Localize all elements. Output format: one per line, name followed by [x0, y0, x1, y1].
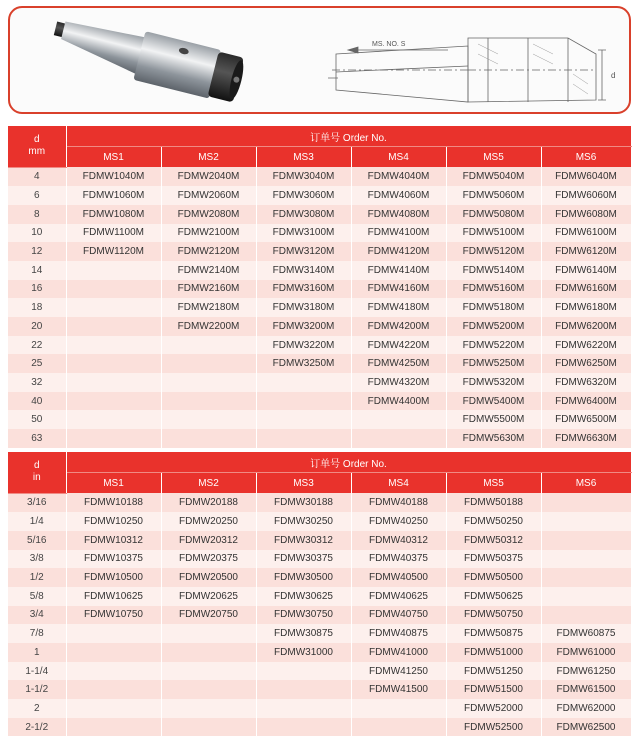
diameter-cell: 22 — [8, 336, 66, 355]
order-number-cell: FDMW10750 — [66, 606, 161, 625]
order-number-cell: FDMW3220M — [256, 336, 351, 355]
order-number-cell: FDMW6120M — [541, 242, 631, 261]
order-number-cell: FDMW50188 — [446, 493, 541, 512]
order-number-cell: FDMW52000 — [446, 699, 541, 718]
order-number-cell — [66, 662, 161, 681]
table-row — [8, 568, 631, 587]
order-number-cell: FDMW3200M — [256, 317, 351, 336]
order-number-cell: FDMW6320M — [541, 373, 631, 392]
order-number-cell: FDMW10375 — [66, 550, 161, 569]
order-number-cell — [161, 680, 256, 699]
order-number-cell: FDMW4100M — [351, 224, 446, 243]
order-number-cell: FDMW6250M — [541, 354, 631, 373]
table-row — [8, 354, 631, 373]
order-number-cell — [66, 317, 161, 336]
order-number-cell: FDMW5140M — [446, 261, 541, 280]
order-number-cell: FDMW20188 — [161, 493, 256, 512]
table-row — [8, 587, 631, 606]
order-number-cell: FDMW3140M — [256, 261, 351, 280]
table-row — [8, 205, 631, 224]
order-number-cell: FDMW1080M — [66, 205, 161, 224]
order-number-cell: FDMW40188 — [351, 493, 446, 512]
order-number-cell: FDMW50750 — [446, 606, 541, 625]
order-number-cell: FDMW5630M — [446, 429, 541, 448]
order-number-cell: FDMW6180M — [541, 298, 631, 317]
d-dimension-label: d — [611, 71, 616, 80]
order-number-cell: FDMW61000 — [541, 643, 631, 662]
order-number-cell — [66, 354, 161, 373]
order-number-cell: FDMW5060M — [446, 186, 541, 205]
order-number-cell: FDMW30188 — [256, 493, 351, 512]
diameter-cell: 14 — [8, 261, 66, 280]
order-number-cell — [256, 718, 351, 736]
order-number-cell: FDMW1060M — [66, 186, 161, 205]
order-number-cell: FDMW40625 — [351, 587, 446, 606]
column-header-ms6: MS6 — [541, 147, 631, 168]
order-number-cell: FDMW50500 — [446, 568, 541, 587]
table-row — [8, 624, 631, 643]
table-row — [8, 224, 631, 243]
order-number-cell: FDMW4320M — [351, 373, 446, 392]
order-number-cell: FDMW50625 — [446, 587, 541, 606]
order-number-cell: FDMW5200M — [446, 317, 541, 336]
order-number-cell: FDMW3100M — [256, 224, 351, 243]
order-number-cell — [161, 336, 256, 355]
order-number-cell: FDMW2040M — [161, 167, 256, 186]
order-number-cell: FDMW2100M — [161, 224, 256, 243]
order-number-cell: FDMW20312 — [161, 531, 256, 550]
diameter-cell: 12 — [8, 242, 66, 261]
order-number-cell: FDMW6200M — [541, 317, 631, 336]
order-number-cell: FDMW5400M — [446, 392, 541, 411]
column-header-ms4: MS4 — [351, 473, 446, 494]
order-number-cell: FDMW40250 — [351, 512, 446, 531]
table-row — [8, 699, 631, 718]
order-number-cell — [541, 512, 631, 531]
order-number-cell — [66, 429, 161, 448]
order-number-cell: FDMW6500M — [541, 410, 631, 429]
diameter-cell: 1/4 — [8, 512, 66, 531]
product-illustration-panel — [8, 6, 631, 114]
order-number-cell: FDMW10188 — [66, 493, 161, 512]
order-number-cell: FDMW51250 — [446, 662, 541, 681]
order-number-cell — [351, 718, 446, 736]
order-number-cell — [256, 680, 351, 699]
order-number-cell: FDMW3120M — [256, 242, 351, 261]
order-number-cell: FDMW2200M — [161, 317, 256, 336]
order-number-cell — [66, 699, 161, 718]
order-number-cell: FDMW61500 — [541, 680, 631, 699]
order-number-cell — [256, 699, 351, 718]
order-number-cell: FDMW30875 — [256, 624, 351, 643]
order-number-cell: FDMW2120M — [161, 242, 256, 261]
order-number-cell — [66, 392, 161, 411]
diameter-cell: 50 — [8, 410, 66, 429]
order-number-cell — [161, 354, 256, 373]
order-number-cell: FDMW6100M — [541, 224, 631, 243]
table-row — [8, 606, 631, 625]
diameter-cell: 1-1/2 — [8, 680, 66, 699]
order-number-cell: FDMW5500M — [446, 410, 541, 429]
order-number-cell: FDMW50375 — [446, 550, 541, 569]
order-number-cell — [66, 261, 161, 280]
order-number-cell — [161, 718, 256, 736]
order-number-cell: FDMW1120M — [66, 242, 161, 261]
order-number-cell: FDMW6400M — [541, 392, 631, 411]
diameter-cell: 10 — [8, 224, 66, 243]
table-row — [8, 680, 631, 699]
table-row — [8, 392, 631, 411]
column-header-ms1: MS1 — [66, 147, 161, 168]
order-number-cell — [66, 624, 161, 643]
diameter-cell: 2-1/2 — [8, 718, 66, 736]
table-row — [8, 242, 631, 261]
unit-label: mm — [28, 146, 46, 158]
order-number-cell: FDMW5250M — [446, 354, 541, 373]
order-number-cell: FDMW31000 — [256, 643, 351, 662]
table-row — [8, 662, 631, 681]
order-number-cell — [256, 429, 351, 448]
order-number-cell: FDMW2180M — [161, 298, 256, 317]
order-number-cell — [66, 410, 161, 429]
order-number-cell: FDMW3060M — [256, 186, 351, 205]
table-row — [8, 643, 631, 662]
table-row — [8, 410, 631, 429]
order-number-cell: FDMW6140M — [541, 261, 631, 280]
table-row — [8, 493, 631, 512]
d-label: d — [33, 134, 40, 146]
column-headers — [8, 147, 631, 168]
column-header-ms3: MS3 — [256, 147, 351, 168]
diameter-cell: 1/2 — [8, 568, 66, 587]
order-number-cell: FDMW10312 — [66, 531, 161, 550]
diameter-cell: 40 — [8, 392, 66, 411]
order-number-cell: FDMW1040M — [66, 167, 161, 186]
column-headers — [8, 473, 631, 494]
order-number-cell — [66, 336, 161, 355]
order-number-cell: FDMW6630M — [541, 429, 631, 448]
order-number-cell — [66, 373, 161, 392]
diameter-cell: 7/8 — [8, 624, 66, 643]
order-number-cell — [161, 392, 256, 411]
table-row — [8, 317, 631, 336]
order-number-cell: FDMW51500 — [446, 680, 541, 699]
table-row — [8, 512, 631, 531]
order-number-cell — [256, 410, 351, 429]
column-header-ms3: MS3 — [256, 473, 351, 494]
diameter-cell: 2 — [8, 699, 66, 718]
order-number-cell: FDMW30312 — [256, 531, 351, 550]
diameter-cell: 1 — [8, 643, 66, 662]
order-number-cell: FDMW6040M — [541, 167, 631, 186]
order-number-cell: FDMW41500 — [351, 680, 446, 699]
table-row — [8, 186, 631, 205]
order-number-cell: FDMW6220M — [541, 336, 631, 355]
order-number-cell: FDMW10500 — [66, 568, 161, 587]
order-number-cell: FDMW5120M — [446, 242, 541, 261]
column-header-ms1: MS1 — [66, 473, 161, 494]
order-number-cell: FDMW51000 — [446, 643, 541, 662]
order-number-cell: FDMW50250 — [446, 512, 541, 531]
table-row — [8, 531, 631, 550]
order-number-cell — [66, 280, 161, 299]
order-number-cell — [541, 606, 631, 625]
table-row — [8, 298, 631, 317]
diameter-cell: 3/8 — [8, 550, 66, 569]
order-number-cell — [66, 718, 161, 736]
table-row — [8, 373, 631, 392]
inch-order-table — [8, 452, 632, 736]
order-number-cell: FDMW60875 — [541, 624, 631, 643]
order-number-cell: FDMW5080M — [446, 205, 541, 224]
order-number-cell — [161, 410, 256, 429]
order-number-cell: FDMW3250M — [256, 354, 351, 373]
order-number-cell: FDMW40375 — [351, 550, 446, 569]
order-number-cell: FDMW4160M — [351, 280, 446, 299]
order-number-cell — [351, 410, 446, 429]
order-number-cell: FDMW5320M — [446, 373, 541, 392]
column-header-ms6: MS6 — [541, 473, 631, 494]
table-row — [8, 336, 631, 355]
order-number-cell: FDMW3080M — [256, 205, 351, 224]
order-number-cell — [541, 587, 631, 606]
order-number-cell: FDMW4400M — [351, 392, 446, 411]
ms-no-label: MS. NO. S — [372, 41, 406, 48]
order-number-cell: FDMW4120M — [351, 242, 446, 261]
order-number-cell: FDMW40500 — [351, 568, 446, 587]
order-number-cell: FDMW30500 — [256, 568, 351, 587]
column-header-ms5: MS5 — [446, 473, 541, 494]
order-number-cell: FDMW40750 — [351, 606, 446, 625]
diameter-cell: 18 — [8, 298, 66, 317]
order-number-cell — [351, 699, 446, 718]
column-header-ms2: MS2 — [161, 473, 256, 494]
table-row — [8, 261, 631, 280]
order-number-cell: FDMW4080M — [351, 205, 446, 224]
order-number-cell: FDMW30625 — [256, 587, 351, 606]
order-number-cell: FDMW2080M — [161, 205, 256, 224]
order-number-cell — [256, 373, 351, 392]
order-number-cell — [541, 568, 631, 587]
order-number-cell: FDMW3180M — [256, 298, 351, 317]
column-header-ms2: MS2 — [161, 147, 256, 168]
order-number-cell: FDMW52500 — [446, 718, 541, 736]
order-number-cell — [66, 643, 161, 662]
order-number-cell: FDMW6160M — [541, 280, 631, 299]
order-number-cell — [161, 699, 256, 718]
order-number-cell: FDMW6060M — [541, 186, 631, 205]
order-number-cell: FDMW62000 — [541, 699, 631, 718]
table-row — [8, 550, 631, 569]
table-row — [8, 280, 631, 299]
diameter-cell: 4 — [8, 167, 66, 186]
order-number-cell: FDMW30375 — [256, 550, 351, 569]
order-number-cell — [161, 643, 256, 662]
order-number-cell: FDMW5180M — [446, 298, 541, 317]
diameter-cell: 20 — [8, 317, 66, 336]
diameter-cell: 63 — [8, 429, 66, 448]
order-number-cell: FDMW4250M — [351, 354, 446, 373]
order-number-cell — [541, 531, 631, 550]
order-number-cell: FDMW20375 — [161, 550, 256, 569]
order-number-cell — [541, 550, 631, 569]
diameter-cell: 16 — [8, 280, 66, 299]
diameter-cell: 8 — [8, 205, 66, 224]
order-number-cell: FDMW3160M — [256, 280, 351, 299]
order-number-cell: FDMW5160M — [446, 280, 541, 299]
diameter-cell: 3/4 — [8, 606, 66, 625]
diameter-cell: 3/16 — [8, 493, 66, 512]
order-number-cell: FDMW5040M — [446, 167, 541, 186]
order-no-header: 订单号 Order No. — [66, 126, 631, 147]
order-number-cell: FDMW5100M — [446, 224, 541, 243]
diameter-cell: 1-1/4 — [8, 662, 66, 681]
order-number-cell — [541, 493, 631, 512]
order-number-cell: FDMW10625 — [66, 587, 161, 606]
order-number-cell — [351, 429, 446, 448]
order-number-cell: FDMW50875 — [446, 624, 541, 643]
order-number-cell: FDMW50312 — [446, 531, 541, 550]
order-number-cell: FDMW40312 — [351, 531, 446, 550]
order-number-cell: FDMW62500 — [541, 718, 631, 736]
order-number-cell — [161, 624, 256, 643]
order-number-cell: FDMW41000 — [351, 643, 446, 662]
order-number-cell: FDMW4200M — [351, 317, 446, 336]
order-number-cell: FDMW30750 — [256, 606, 351, 625]
order-number-cell: FDMW20250 — [161, 512, 256, 531]
order-number-cell: FDMW4060M — [351, 186, 446, 205]
diameter-cell: 25 — [8, 354, 66, 373]
order-number-cell: FDMW4040M — [351, 167, 446, 186]
order-number-cell — [161, 373, 256, 392]
diameter-cell: 5/16 — [8, 531, 66, 550]
order-number-cell — [256, 662, 351, 681]
order-number-cell: FDMW61250 — [541, 662, 631, 681]
d-mm-header — [8, 126, 66, 167]
order-number-cell: FDMW2060M — [161, 186, 256, 205]
order-number-cell: FDMW40875 — [351, 624, 446, 643]
order-number-cell: FDMW20625 — [161, 587, 256, 606]
order-number-cell: FDMW2140M — [161, 261, 256, 280]
table-row — [8, 429, 631, 448]
tool-holder-photo — [30, 14, 260, 110]
order-number-cell — [161, 662, 256, 681]
order-number-cell: FDMW4140M — [351, 261, 446, 280]
d-in-header — [8, 452, 66, 493]
table-row — [8, 167, 631, 186]
order-number-cell — [66, 298, 161, 317]
order-number-cell: FDMW4180M — [351, 298, 446, 317]
order-number-cell: FDMW1100M — [66, 224, 161, 243]
diameter-cell: 32 — [8, 373, 66, 392]
order-number-cell — [256, 392, 351, 411]
unit-label: in — [32, 472, 41, 484]
metric-order-table — [8, 126, 632, 448]
order-number-cell: FDMW4220M — [351, 336, 446, 355]
technical-drawing — [328, 14, 628, 110]
order-number-cell: FDMW20500 — [161, 568, 256, 587]
order-number-cell: FDMW2160M — [161, 280, 256, 299]
order-number-cell: FDMW3040M — [256, 167, 351, 186]
diameter-cell: 6 — [8, 186, 66, 205]
order-number-cell — [161, 429, 256, 448]
column-header-ms5: MS5 — [446, 147, 541, 168]
order-number-cell: FDMW5220M — [446, 336, 541, 355]
diameter-cell: 5/8 — [8, 587, 66, 606]
order-number-cell: FDMW6080M — [541, 205, 631, 224]
order-number-cell: FDMW20750 — [161, 606, 256, 625]
order-number-cell — [66, 680, 161, 699]
order-number-cell: FDMW41250 — [351, 662, 446, 681]
order-number-cell: FDMW10250 — [66, 512, 161, 531]
table-row — [8, 718, 631, 736]
order-no-header: 订单号 Order No. — [66, 452, 631, 473]
order-number-cell: FDMW30250 — [256, 512, 351, 531]
d-label: d — [33, 460, 40, 472]
column-header-ms4: MS4 — [351, 147, 446, 168]
